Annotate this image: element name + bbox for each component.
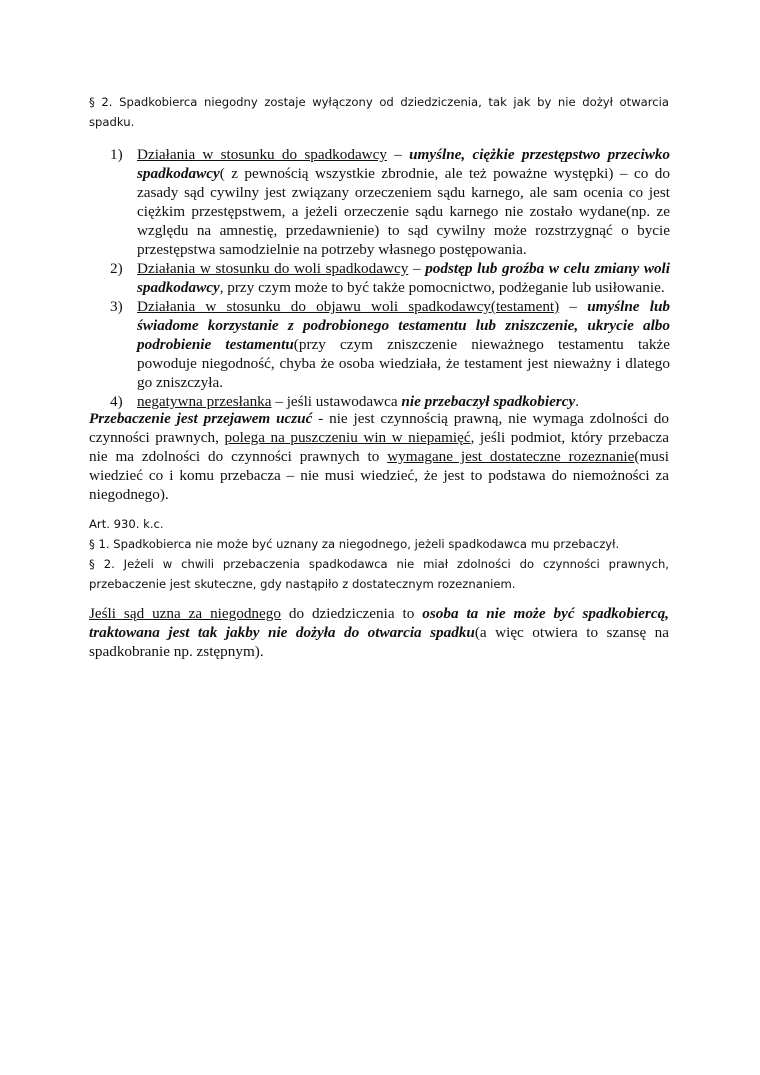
- list-item-emphasis: podstęp lub groźba w celu zmiany woli spadkodawcy: [137, 260, 671, 296]
- list-item-heading: Działania w stosunku do spadkodawcy: [137, 146, 387, 163]
- forgiveness-emphasis: Przebaczenie jest przejawem uczuć: [89, 410, 313, 427]
- list-item-text: – jeśli ustawodawca: [271, 393, 402, 410]
- list-item-text: –: [387, 146, 410, 163]
- intro-text: § 2. Spadkobierca niegodny zostaje wyłączony od dziedziczenia, tak jak by nie dożył otwarcia spadku.: [89, 95, 669, 129]
- list-item-heading: Działania w stosunku do objawu woli spadkodawcy(testament): [137, 298, 560, 315]
- article-paragraph-2: § 2. Jeżeli w chwili przebaczenia spadkodawca nie miał zdolności do czynności prawnych, przebaczenie jest skuteczne, gdy nastąpiło z dostatecznym rozeznaniem.: [89, 557, 669, 591]
- forgiveness-text: , jeśli podmiot, który przebacza nie ma zdolności do czynności prawnych to: [89, 429, 669, 465]
- list-item-text: (przy czym zniszczenie nieważnego testamentu także powoduje niegodność, chyba że osoba wiedziała, że testament jest nieważny i dlatego go zniszczyła.: [137, 336, 670, 391]
- list-item-number: 4): [110, 393, 123, 410]
- list-item-number: 1): [110, 146, 123, 163]
- article-paragraph-1: § 1. Spadkobierca nie może być uznany za niegodnego, jeżeli spadkodawca mu przebaczył.: [89, 537, 620, 551]
- conditions-list: [110, 145, 671, 411]
- article-title: Art. 930. k.c.: [89, 517, 164, 531]
- list-item-emphasis: umyślne, ciężkie przestępstwo przeciwko spadkodawcy: [137, 146, 671, 182]
- list-item-number: 2): [110, 260, 123, 277]
- list-item-heading: Działania w stosunku do woli spadkodawcy: [137, 260, 409, 277]
- final-text: do dziedziczenia to: [280, 605, 423, 622]
- final-emphasis: osoba ta nie może być spadkobiercą, traktowana jest tak jakby nie dożyła do otwarcia spadku: [89, 605, 669, 641]
- final-underlined: Jeśli sąd uzna za niegodnego: [89, 605, 281, 622]
- list-item-heading: negatywna przesłanka: [137, 393, 272, 410]
- list-item-number: 3): [110, 298, 123, 315]
- forgiveness-text: - nie jest czynnością prawną, nie wymaga zdolności do czynności prawnych,: [89, 410, 669, 446]
- list-item-text: –: [408, 260, 426, 277]
- list-item: [110, 145, 671, 259]
- final-paragraph: [89, 604, 669, 661]
- list-item-text: –: [559, 298, 588, 315]
- article-930: [89, 514, 669, 594]
- list-item-text: , przy czym może to być także pomocnictwo, podżeganie lub usiłowanie.: [219, 279, 665, 296]
- final-text: (a więc otwiera to szansę na spadkobranie np. zstępnym).: [89, 624, 669, 660]
- list-item-text: .: [575, 393, 579, 410]
- list-item: [110, 259, 671, 297]
- list-item-text: ( z pewnością wszystkie zbrodnie, ale też poważne występki) – co do zasady sąd cywilny jest związany orzeczeniem sądu karnego, ale sam ocenia co jest ciężkim przestępstwem, a jeżeli orzeczenie sądu karnego nie zostało wydane(np. ze względu na amnestię, przedawnienie) to sąd cywilny może rozstrzygnąć o bycie przestępstwa samodzielnie na potrzeby własnego postępowania.: [137, 165, 670, 258]
- list-item-emphasis: nie przebaczył spadkobiercy: [401, 393, 576, 410]
- list-item: [110, 297, 670, 392]
- forgiveness-underlined: polega na puszczeniu win w niepamięć: [224, 429, 471, 446]
- intro-paragraph: [89, 92, 669, 132]
- list-item-emphasis: umyślne lub świadome korzystanie z podrobionego testamentu lub zniszczenie, ukrycie albo podrobienie testamentu: [137, 298, 670, 353]
- forgiveness-text: (musi wiedzieć co i komu przebacza – nie musi wiedzieć, że jest to podstawa do niemożności za niegodnego).: [89, 448, 669, 503]
- forgiveness-underlined: wymagane jest dostateczne rozeznanie: [387, 448, 635, 465]
- forgiveness-paragraph: [89, 409, 669, 504]
